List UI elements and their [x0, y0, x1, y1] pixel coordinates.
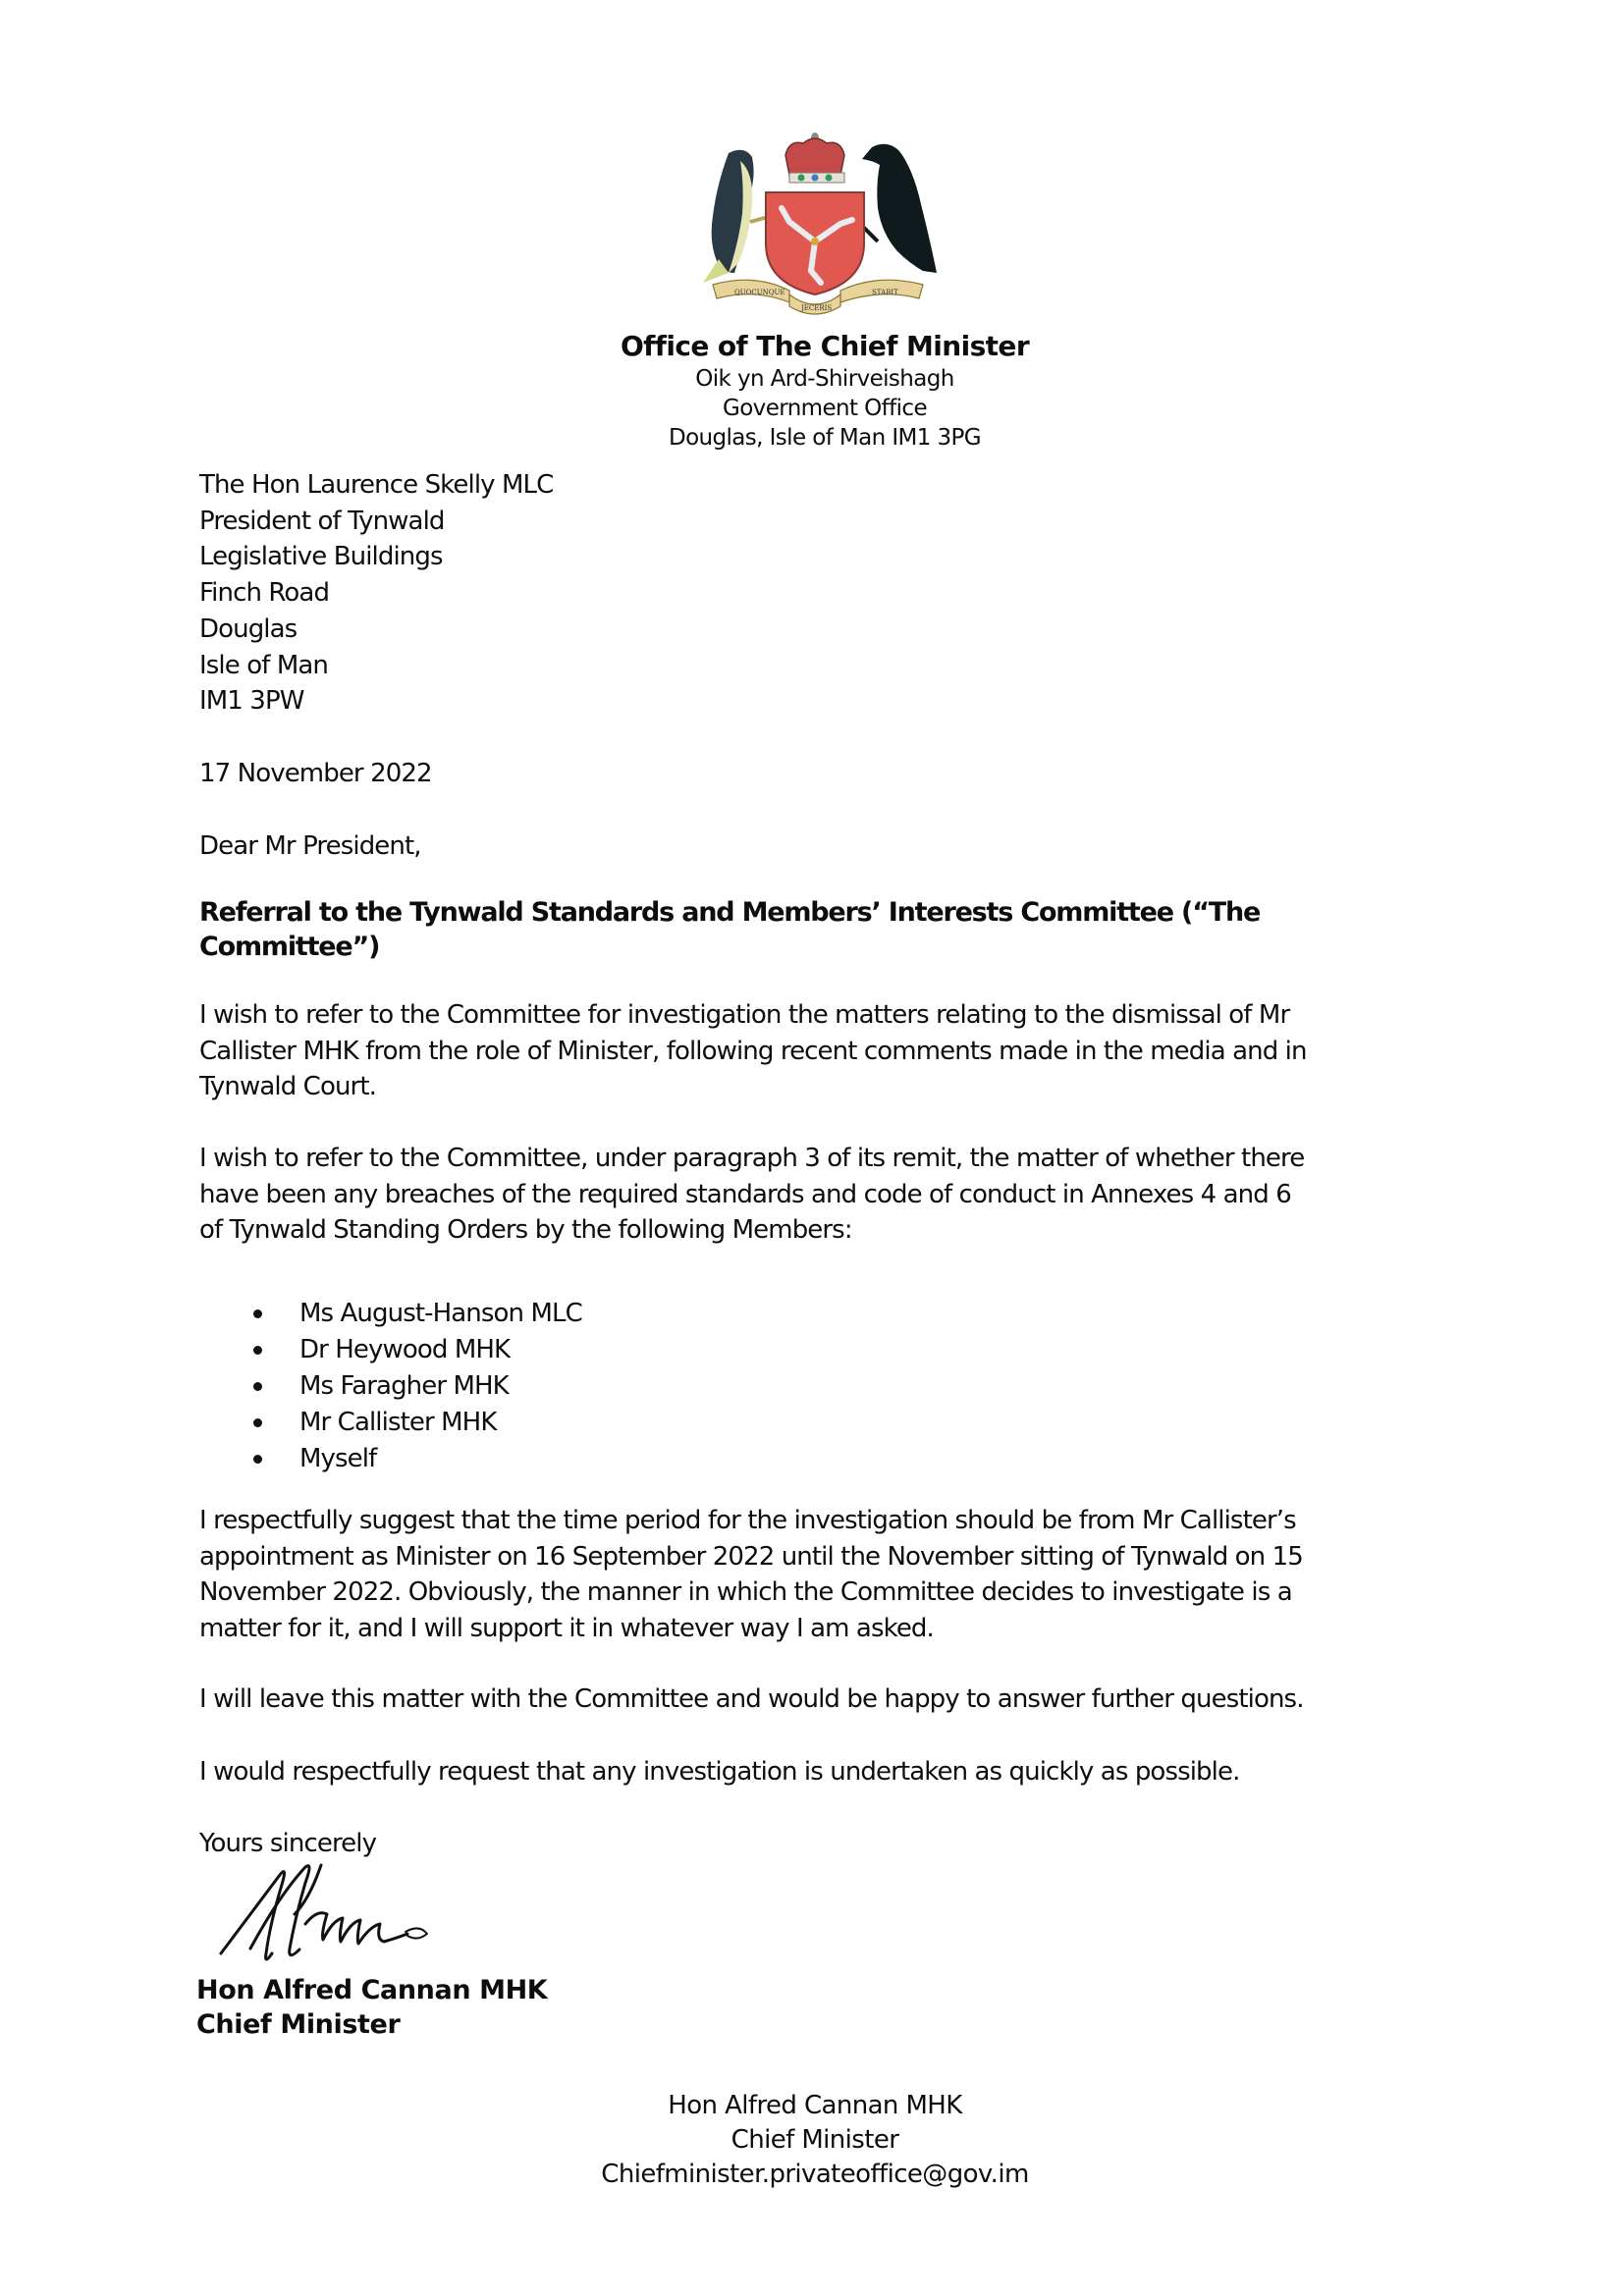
bullet-icon [253, 1418, 262, 1427]
recipient-line: Isle of Man [199, 650, 328, 680]
paragraph-line: I respectfully suggest that the time period for the investigation should be from Mr Callister’s [199, 1506, 1296, 1535]
paragraph-line: have been any breaches of the required standards and code of conduct in Annexes 4 and 6 [199, 1179, 1291, 1209]
signatory-name: Hon Alfred Cannan MHK [196, 1975, 548, 2005]
heading-line: Committee”) [199, 932, 380, 962]
signatory [196, 1973, 547, 2042]
signature-icon [211, 1855, 452, 1968]
shield-icon [766, 192, 864, 294]
paragraph-line: I would respectfully request that any investigation is undertaken as quickly as possible. [199, 1757, 1240, 1787]
member-name: Mr Callister MHK [299, 1408, 497, 1438]
footer-email[interactable]: Chiefminister.privateoffice@gov.im [601, 2160, 1029, 2189]
letter-date [199, 756, 432, 792]
heading-line: Referral to the Tynwald Standards and Members’ Interests Committee (“The [199, 897, 1261, 928]
list-item [199, 1332, 582, 1368]
paragraph-line: I wish to refer to the Committee for investigation the matters relating to the dismissal of Mr [199, 1000, 1290, 1030]
member-name: Ms August-Hanson MLC [299, 1299, 582, 1329]
bullet-icon [253, 1346, 262, 1355]
paragraph-line: of Tynwald Standing Orders by the following Members: [199, 1215, 852, 1246]
recipient-line: The Hon Laurence Skelly MLC [199, 470, 554, 500]
office-title: Office of The Chief Minister [620, 330, 1030, 362]
footer-name: Hon Alfred Cannan MHK [668, 2091, 962, 2120]
salutation [199, 828, 421, 865]
paragraph-line: I wish to refer to the Committee, under paragraph 3 of its remit, the matter of whether there [199, 1144, 1305, 1173]
bullet-icon [253, 1455, 262, 1464]
footer [520, 2089, 1109, 2192]
paragraph-line: November 2022. Obviously, the manner in which the Committee decides to investigate is a [199, 1577, 1292, 1608]
crown-icon [785, 133, 844, 183]
svg-text:QUOCUNQUE: QUOCUNQUE [734, 289, 785, 296]
paragraph-3 [199, 1503, 1303, 1647]
recipient-line: IM1 3PW [199, 686, 304, 717]
paragraph-2 [199, 1141, 1304, 1249]
subject-heading [199, 895, 1260, 964]
raven-icon [860, 144, 937, 273]
falcon-icon [703, 150, 772, 283]
recipient-line: Finch Road [199, 578, 330, 609]
recipient-address [199, 467, 553, 720]
paragraph-line: matter for it, and I will support it in whatever way I am asked. [199, 1614, 934, 1644]
date-text: 17 November 2022 [199, 759, 432, 788]
paragraph-1 [199, 997, 1307, 1105]
recipient-line: President of Tynwald [199, 506, 445, 536]
office-address: Douglas, Isle of Man IM1 3PG [668, 425, 982, 451]
paragraph-line: appointment as Minister on 16 September 2022 until the November sitting of Tynwald on 15 [199, 1541, 1303, 1572]
paragraph-5 [199, 1754, 1239, 1790]
closing-text: Yours sincerely [199, 1829, 377, 1858]
bullet-icon [253, 1382, 262, 1391]
svg-text:JECERIS: JECERIS [801, 304, 833, 312]
salutation-text: Dear Mr President, [199, 831, 421, 861]
office-name: Government Office [722, 396, 928, 421]
list-item [199, 1441, 582, 1477]
members-list [199, 1296, 582, 1477]
signatory-title: Chief Minister [196, 2009, 401, 2040]
list-item [199, 1405, 582, 1441]
letterhead [530, 329, 1119, 453]
bullet-icon [253, 1309, 262, 1318]
paragraph-line: Callister MHK from the role of Minister, following recent comments made in the media and in [199, 1036, 1307, 1066]
list-item [199, 1296, 582, 1332]
paragraph-line: Tynwald Court. [199, 1072, 376, 1102]
paragraph-4 [199, 1682, 1304, 1718]
paragraph-line: I will leave this matter with the Committee and would be happy to answer further questions. [199, 1684, 1304, 1714]
footer-title: Chief Minister [730, 2125, 899, 2155]
member-name: Dr Heywood MHK [299, 1335, 511, 1365]
list-item [199, 1368, 582, 1405]
member-name: Myself [299, 1444, 377, 1474]
recipient-line: Douglas [199, 614, 298, 644]
svg-text:STABIT: STABIT [872, 289, 898, 296]
coat-of-arms-icon [695, 126, 943, 317]
office-subtitle-manx: Oik yn Ard-Shirveishagh [695, 366, 954, 392]
member-name: Ms Faragher MHK [299, 1371, 509, 1402]
recipient-line: Legislative Buildings [199, 542, 443, 572]
